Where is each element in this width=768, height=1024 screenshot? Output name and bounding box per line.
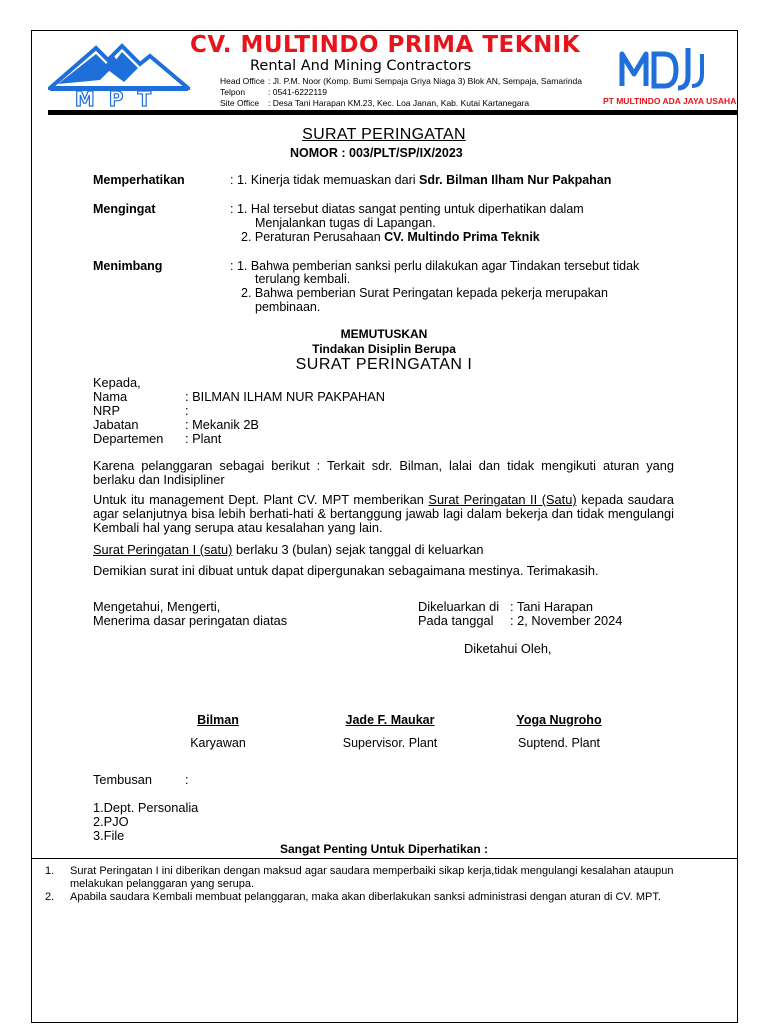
note-item bbox=[45, 865, 725, 891]
sp-title: SURAT PERINGATAN I bbox=[295, 356, 473, 373]
tembusan-item: 1.Dept. Personalia bbox=[93, 800, 199, 815]
known-by-label: Diketahui Oleh, bbox=[464, 641, 552, 656]
field-value-jabatan: : Mekanik 2B bbox=[185, 417, 259, 432]
notes-divider bbox=[31, 858, 738, 859]
date-value: : 2, November 2024 bbox=[510, 613, 623, 628]
field-value-departemen: : Plant bbox=[185, 431, 222, 446]
menimbang-label: Menimbang bbox=[93, 259, 163, 273]
mengingat-label: Mengingat bbox=[93, 202, 156, 216]
note-number: 2. bbox=[45, 891, 55, 903]
menimbang-item-2b: pembinaan. bbox=[255, 300, 321, 314]
ack-line-1: Mengetahui, Mengerti, bbox=[93, 599, 221, 614]
address-telpon bbox=[220, 87, 327, 97]
mengingat-item-2 bbox=[241, 230, 540, 244]
signature-name-suptend: Yoga Nugroho bbox=[516, 713, 602, 727]
letter-title: SURAT PERINGATAN bbox=[302, 126, 466, 143]
mengingat-item-2-text: 2. Peraturan Perusahaan bbox=[241, 230, 385, 244]
address-value: : 0541-6222119 bbox=[268, 87, 327, 97]
memperhatikan-name: Sdr. Bilman Ilham Nur Pakpahan bbox=[418, 173, 612, 187]
company-tagline: Rental And Mining Contractors bbox=[250, 58, 472, 74]
memutuskan-heading: MEMUTUSKAN bbox=[340, 327, 428, 341]
mpt-logo bbox=[48, 40, 190, 108]
mdju-logo bbox=[618, 44, 708, 94]
address-site-office bbox=[220, 98, 529, 108]
mdju-caption: PT MULTINDO ADA JAYA USAHA bbox=[603, 96, 737, 106]
date-label: Pada tanggal bbox=[418, 613, 494, 628]
tembusan-item: 2.PJO bbox=[93, 814, 129, 829]
mengingat-item-1b: Menjalankan tugas di Lapangan. bbox=[255, 216, 436, 230]
signature-role-employee: Karyawan bbox=[190, 736, 246, 750]
field-label-jabatan: Jabatan bbox=[93, 417, 139, 432]
paragraph-validity-post: berlaku 3 (bulan) sejak tanggal di keluarkan bbox=[232, 542, 484, 557]
signature-name-employee: Bilman bbox=[197, 713, 239, 727]
address-value: : Jl. P.M. Noor (Komp. Bumi Sempaja Griya Niaga 3) Blok AN, Sempaja, Samarinda bbox=[268, 76, 582, 86]
memperhatikan-text-part: : 1. Kinerja tidak memuaskan dari bbox=[230, 173, 419, 187]
field-label-nrp: NRP bbox=[93, 403, 121, 418]
tindakan-subheading: Tindakan Disiplin Berupa bbox=[312, 342, 456, 356]
paragraph-management bbox=[93, 493, 674, 535]
notes-list bbox=[45, 865, 725, 904]
address-head-office bbox=[220, 76, 582, 86]
notes-heading: Sangat Penting Untuk Diperhatikan : bbox=[279, 842, 489, 856]
field-value-nrp: : bbox=[185, 403, 189, 418]
header-divider bbox=[48, 110, 738, 115]
menimbang-item-1a: : 1. Bahwa pemberian sanksi perlu dilakukan agar Tindakan tersebut tidak bbox=[230, 259, 640, 273]
mdju-logo-text: MDJU bbox=[618, 44, 621, 45]
mengingat-item-1a: : 1. Hal tersebut diatas sangat penting untuk diperhatikan dalam bbox=[230, 202, 584, 216]
issued-label: Dikeluarkan di bbox=[418, 599, 500, 614]
note-text: Apabila saudara Kembali membuat pelanggaran, maka akan diberlakukan sanksi administrasi dengan aturan di CV. MPT. bbox=[70, 891, 661, 903]
letter-number: NOMOR : 003/PLT/SP/IX/2023 bbox=[290, 146, 463, 160]
company-name: CV. MULTINDO PRIMA TEKNIK bbox=[190, 32, 581, 58]
menimbang-item-1b: terulang kembali. bbox=[255, 272, 351, 286]
ack-line-2: Menerima dasar peringatan diatas bbox=[93, 613, 288, 628]
memperhatikan-label: Memperhatikan bbox=[93, 173, 185, 187]
menimbang-item-2a: 2. Bahwa pemberian Surat Peringatan kepada pekerja merupakan bbox=[241, 286, 608, 300]
tembusan-colon: : bbox=[185, 772, 189, 787]
mpt-logo-text: MPT bbox=[74, 87, 166, 108]
address-key: Head Office bbox=[220, 76, 265, 86]
paragraph-validity-sp: Surat Peringatan I (satu) bbox=[93, 542, 233, 557]
note-item bbox=[45, 891, 725, 904]
tembusan-label: Tembusan bbox=[93, 772, 153, 787]
note-number: 1. bbox=[45, 865, 55, 877]
paragraph-management-post: kepada saudara agar selanjutnya bisa lebih berhati-hati & bertanggung jawab lagi dalam bekerja dan tidak mengulangi Kembali hal yang serupa atau kesalahan yang lain. bbox=[93, 492, 675, 535]
address-key: Site Office bbox=[220, 98, 260, 108]
paragraph-violation: Karena pelanggaran sebagai berikut : Terkait sdr. Bilman, lalai dan tidak mengikuti aturan yang berlaku dan Indisipliner bbox=[93, 458, 674, 487]
signature-name-supervisor: Jade F. Maukar bbox=[345, 713, 435, 727]
paragraph-closing: Demikian surat ini dibuat untuk dapat dipergunakan sebagaimana mestinya. Terimakasih. bbox=[93, 563, 599, 578]
field-value-nama: : BILMAN ILHAM NUR PAKPAHAN bbox=[185, 389, 386, 404]
tembusan-item: 3.File bbox=[93, 828, 125, 843]
note-text: Surat Peringatan I ini diberikan dengan maksud agar saudara memperbaiki sikap kerja,tidak mengulangi kesalahan ataupun melakukan pelanggaran yang serupa. bbox=[70, 865, 674, 890]
signature-role-supervisor: Supervisor. Plant bbox=[342, 736, 438, 750]
mengingat-item-2-company: CV. Multindo Prima Teknik bbox=[384, 230, 540, 244]
paragraph-management-pre: Untuk itu management Dept. Plant CV. MPT memberikan bbox=[93, 492, 429, 507]
field-label-departemen: Departemen bbox=[93, 431, 164, 446]
paragraph-validity bbox=[93, 543, 674, 557]
memperhatikan-text bbox=[230, 173, 611, 187]
issued-value: : Tani Harapan bbox=[510, 599, 593, 614]
kepada-label: Kepada, bbox=[93, 375, 141, 390]
address-key: Telpon bbox=[220, 87, 246, 97]
signature-role-suptend: Suptend. Plant bbox=[517, 736, 600, 750]
address-value: : Desa Tani Harapan KM.23, Kec. Loa Janan, Kab. Kutai Kartanegara bbox=[268, 98, 530, 108]
field-label-nama: Nama bbox=[93, 389, 128, 404]
paragraph-management-sp: Surat Peringatan II (Satu) bbox=[428, 492, 577, 507]
